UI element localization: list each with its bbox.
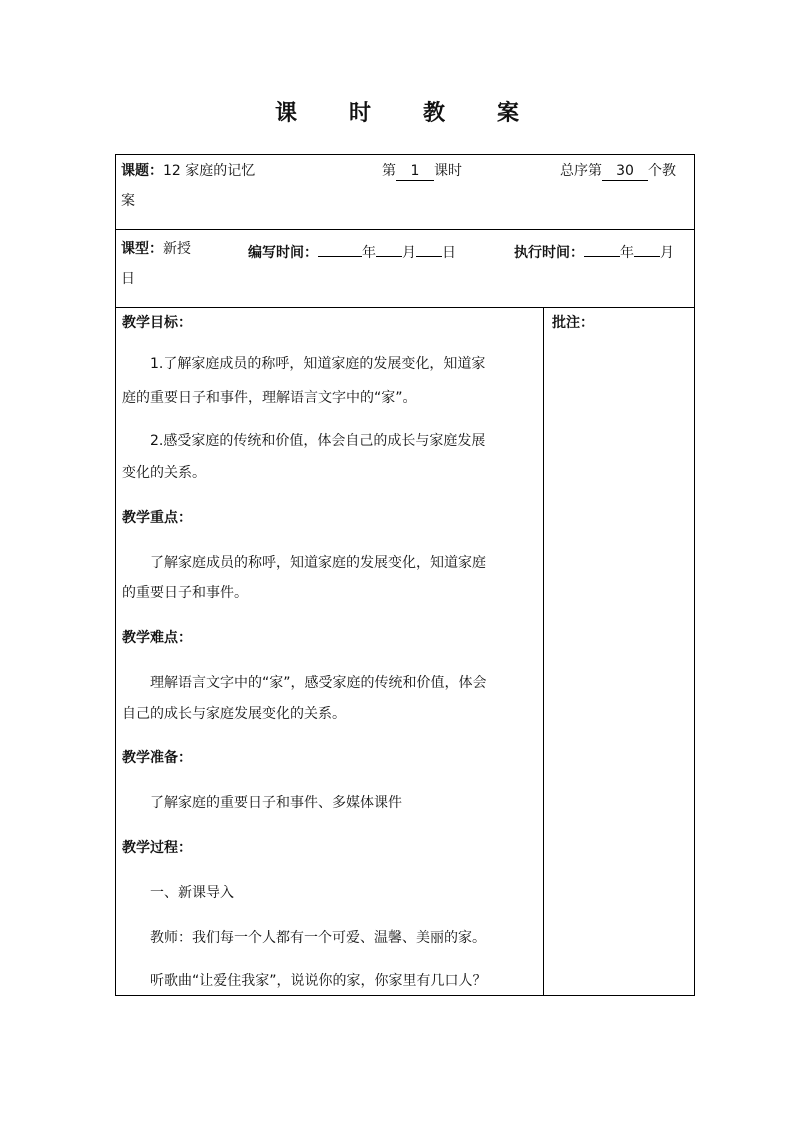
teacher-line: 教师：我们每一个人都有一个可爱、温馨、美丽的家。: [150, 930, 486, 946]
order-number-field: 总序第 30 个教: [560, 163, 676, 179]
process-step-1: 一、新课导入: [150, 885, 234, 901]
lesson-number-field: 第 1 课时: [382, 163, 462, 179]
song-question-line: 听歌曲“让爱住我家”，说说你的家，你家里有几口人？: [150, 973, 487, 989]
annotation-heading: 批注：: [552, 315, 594, 331]
goal-1-line-2: 庭的重要日子和事件，理解语言文字中的“家”。: [122, 390, 417, 406]
goal-2-line-2: 变化的关系。: [122, 465, 206, 481]
goals-heading: 教学目标：: [122, 315, 192, 331]
page-title: 课 时 教 案: [274, 101, 520, 126]
difficulties-line-2: 自己的成长与家庭发展变化的关系。: [122, 706, 346, 722]
exec-time-day: 日: [121, 271, 135, 287]
difficulties-heading: 教学难点：: [122, 630, 192, 646]
column-divider: [543, 307, 544, 995]
key-points-line-1: 了解家庭成员的称呼，知道家庭的发展变化，知道家庭: [150, 555, 486, 571]
order-number-wrap: 案: [121, 193, 135, 209]
topic-field: 课题：12 家庭的记忆: [121, 163, 256, 179]
lesson-type-field: 课型：新授: [121, 241, 191, 257]
header-row: [116, 155, 694, 230]
lesson-table: [115, 154, 695, 996]
difficulties-line-1: 理解语言文字中的“家”，感受家庭的传统和价值，体会: [150, 675, 487, 691]
key-points-line-2: 的重要日子和事件。: [122, 585, 248, 601]
process-heading: 教学过程：: [122, 840, 192, 856]
key-points-heading: 教学重点：: [122, 510, 192, 526]
preparation-line: 了解家庭的重要日子和事件、多媒体课件: [150, 795, 402, 811]
exec-time-field: 执行时间： 年 月: [514, 239, 674, 263]
info-row: [116, 229, 694, 308]
preparation-heading: 教学准备：: [122, 750, 192, 766]
write-time-field: 编写时间： 年 月 日: [248, 239, 456, 263]
goal-2-line-1: 2.感受家庭的传统和价值，体会自己的成长与家庭发展: [150, 433, 486, 449]
goal-1-line-1: 1.了解家庭成员的称呼，知道家庭的发展变化，知道家: [150, 356, 486, 372]
